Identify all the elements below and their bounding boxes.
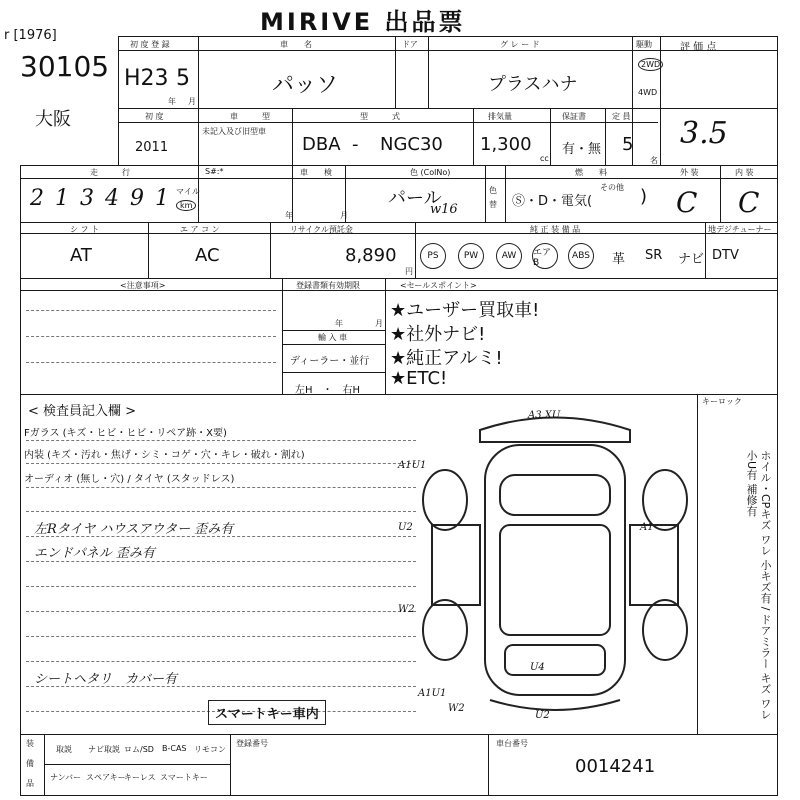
grid-line	[148, 222, 149, 279]
header-exterior: 外 装	[680, 168, 699, 177]
year-unit: 年	[168, 97, 176, 106]
exterior-grade: C	[676, 186, 698, 219]
equip-item-remote: リモコン	[194, 745, 226, 754]
header-shift: シ フ ト	[70, 225, 100, 234]
grid-line	[20, 178, 778, 179]
header-color: 色 (ColNo)	[410, 168, 451, 177]
diagram-mark-a1u1-bottom: A1U1	[418, 688, 447, 699]
grid-line	[605, 108, 606, 166]
diagram-mark-a3: A3 XU	[528, 410, 561, 421]
inspector-rule	[26, 487, 416, 488]
side-annotation: ホイル・CPキズ ワレ 小キズ有 / ドアミラー キズ ワレ 小U有 補修有	[745, 450, 772, 720]
handwritten-note-1: 左Rタイヤ ハウスアウター 歪み有	[34, 522, 234, 537]
drive-4wd: 4WD	[638, 88, 658, 97]
equip-item-navi-manual: ナビ取説	[88, 745, 120, 754]
header-first: 初 度	[145, 112, 164, 121]
era-year: H23	[124, 66, 169, 91]
header-shaken: 車 検	[300, 168, 332, 177]
sales-point-4: ★ETC!	[390, 368, 448, 389]
header-fuel: 燃 料	[575, 168, 607, 177]
model-dash: -	[352, 134, 359, 155]
inspector-rule	[26, 586, 416, 587]
diagram-mark-w2-bottom: W2	[448, 703, 465, 714]
equip-item-keyless: キーレス	[124, 773, 156, 782]
grid-line	[20, 795, 778, 796]
grid-line	[292, 108, 293, 223]
note-line	[26, 310, 276, 311]
reg-month: 5	[176, 66, 190, 91]
grid-line	[720, 165, 721, 223]
interior-grade: C	[738, 186, 760, 219]
color-change: 色替	[489, 186, 497, 209]
grid-line	[697, 394, 698, 734]
grid-line	[505, 165, 506, 223]
equip-item-manual: 取説	[56, 745, 72, 754]
model-prefix: DBA	[302, 134, 341, 155]
equip-item-smart-key: スマートキー	[160, 773, 208, 782]
car-diagram	[410, 400, 695, 730]
grid-line	[20, 278, 778, 279]
grid-line	[118, 36, 778, 37]
equip-item-spare-key: スペアキー	[86, 773, 126, 782]
capacity-unit: 名	[650, 156, 658, 165]
inspector-rule	[26, 561, 416, 562]
header-key-lock: キーロック	[702, 397, 742, 406]
grid-line	[485, 165, 486, 223]
grid-line	[428, 36, 429, 108]
grid-line	[550, 108, 551, 166]
grid-line	[118, 122, 658, 123]
inspector-rule	[26, 440, 416, 441]
header-notes: <注意事項>	[120, 281, 166, 290]
grid-line	[282, 372, 386, 373]
displacement-value: 1,300	[480, 134, 532, 155]
header-car-name: 車 名	[280, 40, 312, 49]
grid-line	[20, 394, 778, 395]
grid-line	[473, 108, 474, 166]
grid-line	[488, 734, 489, 795]
equip-abs: ABS	[568, 243, 594, 269]
sales-point-1: ★ユーザー買取車!	[390, 300, 540, 321]
header-dtv: 地デジチューナー	[708, 225, 772, 234]
note-line	[26, 362, 276, 363]
header-rating: 評 価 点	[680, 42, 717, 53]
month-unit: 月	[188, 97, 196, 106]
header-reg-number: 登録番号	[236, 739, 268, 748]
chassis-number: 0014241	[575, 756, 656, 777]
header-grade: グ レ ー ド	[500, 40, 540, 49]
kata-note: 未記入及び旧型車	[202, 127, 266, 136]
bottom-label-2: 備	[26, 759, 34, 768]
mileage-value: 2 1 3 4 9 1	[30, 186, 171, 211]
grid-line	[777, 36, 778, 795]
reg-year-unit: 年	[335, 319, 343, 328]
sales-point-2: ★社外ナビ!	[390, 324, 486, 345]
fuel-close: )	[640, 186, 648, 207]
bottom-label-3: 品	[26, 779, 34, 788]
document-title: MIRIVE 出品票	[260, 8, 466, 36]
header-displacement: 排気量	[488, 112, 512, 121]
car-name: パッソ	[272, 73, 339, 98]
model-code: NGC30	[380, 134, 443, 155]
equip-pw: PW	[458, 243, 484, 269]
western-year: 2011	[135, 140, 169, 155]
dealer-option: ディーラー・並行	[290, 356, 370, 367]
grid-line	[230, 734, 231, 795]
import-label: 輸 入 車	[318, 333, 348, 342]
inspector-rule	[26, 463, 416, 464]
header-first-reg: 初 度 登 録	[130, 40, 170, 49]
grid-line	[20, 734, 778, 735]
header-model-type: 型 式	[360, 112, 400, 121]
grid-line	[282, 278, 283, 395]
grid-line	[660, 36, 661, 166]
handle-option: 左H ・ 右H	[295, 385, 361, 396]
diagram-mark-a1: A1	[640, 522, 654, 533]
header-sales-points: <セールスポイント>	[400, 281, 477, 290]
inspector-rule	[26, 611, 416, 612]
grid-line	[282, 330, 386, 331]
equip-item-bcas: B-CAS	[162, 744, 187, 753]
header-aircon: エ ア コ ン	[180, 225, 220, 234]
shift-value: AT	[70, 245, 92, 266]
inspector-line-3: オーディオ (無し・穴) / タイヤ (スタッドレス)	[24, 474, 235, 485]
header-capacity: 定 員	[612, 112, 631, 121]
diagram-mark-u2-left: U2	[398, 522, 413, 533]
bottom-label-1: 装	[26, 739, 34, 748]
diagram-mark-w2-left: W2	[398, 604, 415, 615]
grid-line	[20, 222, 778, 223]
grid-line	[415, 222, 416, 279]
fuel-value: Ⓢ・D・電気(	[512, 194, 593, 209]
inspector-line-2: 内装 (キズ・汚れ・焦げ・シミ・コゲ・穴・キレ・破れ・割れ)	[24, 450, 305, 461]
header-kata: 車 型	[230, 112, 270, 121]
grade-value: プラスハナ	[488, 74, 578, 95]
grid-line	[385, 278, 386, 395]
year-code: r [1976]	[4, 28, 57, 43]
yen-unit: 円	[405, 267, 413, 276]
shaken-month-unit: 月	[340, 211, 348, 220]
grid-line	[395, 36, 396, 108]
grid-line	[270, 222, 271, 279]
lot-number: 30105	[20, 50, 110, 83]
grid-line	[20, 165, 21, 795]
header-inspector: < 検査員記入欄 >	[28, 404, 137, 419]
equip-airbag: エアB	[532, 243, 558, 269]
grid-line	[282, 344, 386, 345]
rating-value: 3.5	[680, 116, 728, 151]
mile-label: マイル	[176, 187, 200, 196]
equip-sr: SR	[645, 248, 663, 263]
header-recycle: リサイクル預託金	[290, 225, 353, 234]
header-door: ドア	[402, 40, 418, 49]
region: 大阪	[35, 109, 71, 130]
equip-leather: 革	[612, 252, 626, 267]
header-mileage: 走 行	[90, 168, 130, 177]
drive-2wd: 2WD	[638, 58, 663, 71]
diagram-mark-u4: U4	[530, 662, 545, 673]
grid-line	[118, 36, 119, 166]
header-warranty: 保証書	[562, 112, 586, 121]
warranty-value: 有・無	[562, 142, 602, 157]
color-code: w16	[430, 202, 458, 217]
equip-dtv: DTV	[712, 248, 739, 263]
grid-line	[20, 165, 778, 166]
inspector-rule	[26, 636, 416, 637]
equip-item-rom-sd: ロム/SD	[124, 745, 154, 754]
handwritten-note-2: エンドパネル 歪み有	[34, 546, 155, 561]
inspector-line-1: Fガラス (キズ・ヒビ・ヒビ・リペア跡・X要)	[24, 428, 227, 439]
reg-month-unit: 月	[375, 319, 383, 328]
recycle-value: 8,890	[345, 245, 397, 266]
header-drive: 駆動	[636, 40, 652, 49]
diagram-mark-a1u1-top: A1U1	[398, 460, 427, 471]
shaken-year-unit: 年	[285, 211, 293, 220]
equip-navi: ナビ	[678, 252, 705, 267]
header-interior: 内 装	[735, 168, 754, 177]
handwritten-note-3: シートヘタリ カバー有	[34, 672, 178, 687]
header-reg-deadline: 登録書類有効期限	[296, 281, 360, 290]
note-line	[26, 336, 276, 337]
equip-item-plate: ナンバー	[50, 773, 82, 782]
inspector-rule	[26, 511, 416, 512]
smart-key-stamp: スマートキー車内	[208, 700, 326, 725]
km-label: km	[176, 200, 196, 211]
header-equipment: 純 正 装 備 品	[530, 225, 581, 234]
cc-unit: cc	[540, 154, 549, 163]
grid-line	[44, 764, 230, 765]
grid-line	[118, 50, 778, 51]
grid-line	[705, 222, 706, 279]
header-s-number: S#:*	[205, 167, 224, 176]
inspector-rule	[26, 661, 416, 662]
grid-line	[20, 233, 778, 234]
aircon-value: AC	[195, 245, 220, 266]
capacity-value: 5	[622, 134, 634, 155]
equip-ps: PS	[420, 243, 446, 269]
grid-line	[118, 108, 778, 109]
diagram-mark-u2-bottom: U2	[535, 710, 550, 721]
sales-point-3: ★純正アルミ!	[390, 348, 503, 369]
equip-aw: AW	[496, 243, 522, 269]
header-chassis: 車台番号	[496, 739, 528, 748]
color-value: パール	[388, 188, 442, 209]
fuel-other: その他	[600, 183, 624, 192]
